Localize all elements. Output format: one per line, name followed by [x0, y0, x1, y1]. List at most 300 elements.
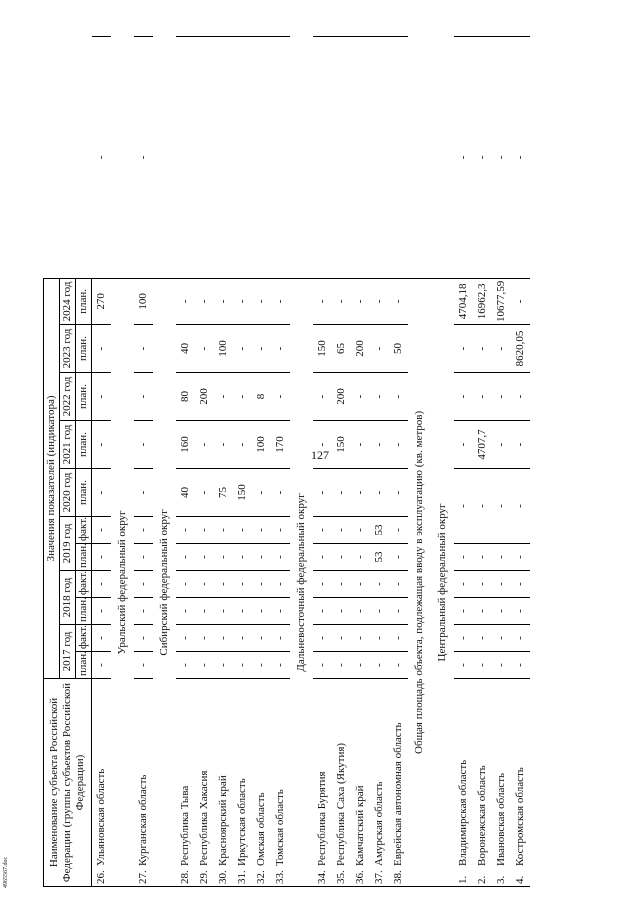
header-year-2024: 2024 год [60, 278, 76, 324]
value-cell: - [492, 37, 511, 279]
section-row [290, 37, 313, 887]
value-cell: - [313, 421, 332, 469]
value-cell: - [389, 469, 408, 517]
value-cell: 200 [351, 325, 370, 373]
value-cell: - [195, 598, 214, 625]
region-cell [176, 679, 195, 887]
value-cell: - [370, 373, 389, 421]
row-number: 2. [476, 875, 488, 884]
value-cell: - [389, 544, 408, 571]
region-name: Омская область [255, 792, 267, 866]
value-cell: - [134, 517, 153, 544]
table-row [176, 37, 195, 887]
region-cell [313, 679, 332, 887]
value-cell [271, 37, 290, 279]
value-cell: 10677,59 [492, 278, 511, 324]
value-cell: - [233, 598, 252, 625]
value-cell: - [492, 625, 511, 652]
table-body-a [92, 37, 409, 887]
header-year-2018: 2018 год [60, 571, 76, 625]
value-cell: - [134, 625, 153, 652]
value-cell: - [332, 598, 351, 625]
value-cell: - [195, 652, 214, 679]
value-cell: - [233, 544, 252, 571]
region-name: Ивановская область [495, 772, 507, 866]
header-plan: план. [76, 325, 92, 373]
header-plan: план. [76, 421, 92, 469]
value-cell: - [134, 421, 153, 469]
table-row [134, 37, 153, 887]
region-cell [195, 679, 214, 887]
table-row [473, 37, 492, 887]
value-cell: - [492, 325, 511, 373]
region-name: Воронежская область [476, 765, 488, 866]
value-cell: - [370, 571, 389, 598]
table-row [195, 37, 214, 887]
value-cell: - [176, 517, 195, 544]
value-cell: - [332, 625, 351, 652]
region-name: Иркутская область [236, 778, 248, 866]
value-cell [176, 37, 195, 279]
value-cell: 53 [370, 544, 389, 571]
value-cell: - [389, 421, 408, 469]
value-cell: - [389, 625, 408, 652]
value-cell: - [454, 625, 473, 652]
value-cell: - [134, 325, 153, 373]
value-cell: 150 [313, 325, 332, 373]
value-cell: 170 [271, 421, 290, 469]
section-title: Сибирский федеральный округ [153, 278, 176, 886]
value-cell: - [195, 625, 214, 652]
value-cell: - [92, 544, 112, 571]
value-cell: - [233, 421, 252, 469]
value-cell: - [271, 469, 290, 517]
value-cell: - [454, 373, 473, 421]
value-cell [351, 37, 370, 279]
region-name: Камчатский край [354, 785, 366, 866]
value-cell: - [389, 571, 408, 598]
value-cell: 160 [176, 421, 195, 469]
section-title: Дальневосточный федеральный округ [290, 278, 313, 886]
value-cell: 53 [370, 517, 389, 544]
header-fact: факт. [76, 625, 92, 652]
value-cell: - [214, 517, 233, 544]
value-cell: 75 [214, 469, 233, 517]
region-name: Республика Хакасия [198, 770, 210, 866]
row-number: 36. [354, 870, 366, 884]
value-cell: - [134, 469, 153, 517]
value-cell: - [271, 571, 290, 598]
region-cell [92, 679, 112, 887]
value-cell: - [454, 571, 473, 598]
value-cell: - [492, 598, 511, 625]
value-cell: - [511, 652, 530, 679]
value-cell: - [473, 571, 492, 598]
value-cell: - [134, 598, 153, 625]
value-cell: - [233, 652, 252, 679]
value-cell: - [351, 544, 370, 571]
value-cell [195, 37, 214, 279]
value-cell: 80 [176, 373, 195, 421]
value-cell: - [214, 571, 233, 598]
value-cell: - [332, 571, 351, 598]
row-number: 38. [392, 870, 404, 884]
value-cell: 40 [176, 469, 195, 517]
value-cell: - [454, 421, 473, 469]
value-cell: - [370, 598, 389, 625]
value-cell: - [511, 469, 530, 544]
value-cell: - [252, 278, 271, 324]
value-cell: - [351, 571, 370, 598]
table-row [332, 37, 351, 887]
rotated-table-container [43, 36, 603, 887]
value-cell: - [92, 517, 112, 544]
table-row [92, 37, 112, 887]
value-cell: - [370, 325, 389, 373]
row-number: 28. [179, 870, 191, 884]
region-cell [233, 679, 252, 887]
value-cell: - [214, 652, 233, 679]
value-cell: - [473, 373, 492, 421]
value-cell: - [313, 517, 332, 544]
value-cell: - [492, 544, 511, 571]
section-central: Центральный федеральный округ [431, 278, 454, 886]
region-name: Республика Саха (Якутия) [335, 742, 347, 866]
value-cell: - [389, 598, 408, 625]
region-cell [511, 679, 530, 887]
region-name: Костромская область [514, 767, 526, 866]
row-number: 34. [316, 870, 328, 884]
page-number: 127 [311, 448, 329, 462]
header-year-2020: 2020 год [60, 469, 76, 517]
value-cell: - [332, 652, 351, 679]
region-name: Еврейская автономная область [392, 722, 404, 866]
value-cell: - [233, 517, 252, 544]
value-cell: - [271, 373, 290, 421]
row-number: 33. [274, 870, 286, 884]
value-cell: - [370, 469, 389, 517]
row-number: 30. [217, 870, 229, 884]
value-cell: - [313, 625, 332, 652]
header-year-2017: 2017 год [60, 625, 76, 679]
region-cell [454, 679, 473, 887]
value-cell: - [271, 544, 290, 571]
value-cell: 100 [214, 325, 233, 373]
value-cell: - [511, 625, 530, 652]
region-cell [214, 679, 233, 887]
header-fact: факт. [76, 517, 92, 544]
table-row [214, 37, 233, 887]
value-cell: 50 [389, 325, 408, 373]
value-cell: - [92, 571, 112, 598]
value-cell: - [134, 652, 153, 679]
indicators-table [43, 36, 530, 887]
section-row [111, 37, 134, 887]
value-cell: - [195, 278, 214, 324]
value-cell: - [176, 652, 195, 679]
value-cell: 4707,7 [473, 421, 492, 469]
value-cell: - [195, 544, 214, 571]
value-cell [252, 37, 271, 279]
value-cell: - [454, 37, 473, 279]
table-body-indicator [408, 37, 454, 887]
header-values: Значения показателей (индикатора) [44, 278, 60, 678]
section-row [153, 37, 176, 887]
indicator-title: Общая площадь объекта, подлежащая вводу в эксплуатацию (кв. метров) [408, 278, 431, 886]
row-number: 31. [236, 870, 248, 884]
value-cell: - [492, 421, 511, 469]
value-cell: - [271, 652, 290, 679]
value-cell: - [351, 652, 370, 679]
table-row [313, 37, 332, 887]
value-cell: - [271, 278, 290, 324]
value-cell: - [492, 571, 511, 598]
value-cell: - [252, 325, 271, 373]
value-cell: - [351, 469, 370, 517]
value-cell: - [473, 625, 492, 652]
value-cell: 8620,05 [511, 325, 530, 373]
value-cell: - [233, 278, 252, 324]
row-number: 4. [514, 875, 526, 884]
value-cell: - [332, 469, 351, 517]
value-cell: - [389, 517, 408, 544]
row-number: 32. [255, 870, 267, 884]
value-cell: - [92, 373, 112, 421]
value-cell: - [214, 625, 233, 652]
region-cell [370, 679, 389, 887]
value-cell: - [195, 421, 214, 469]
header-plan: план. [76, 373, 92, 421]
value-cell: - [134, 37, 153, 279]
table-row [252, 37, 271, 887]
value-cell: - [176, 278, 195, 324]
value-cell: - [195, 517, 214, 544]
value-cell: - [195, 325, 214, 373]
value-cell: - [370, 278, 389, 324]
value-cell: - [176, 625, 195, 652]
value-cell: - [92, 652, 112, 679]
value-cell: - [511, 278, 530, 324]
value-cell: - [195, 469, 214, 517]
value-cell: - [351, 517, 370, 544]
value-cell: 4704,18 [454, 278, 473, 324]
header-year-2021: 2021 год [60, 421, 76, 469]
value-cell: - [313, 373, 332, 421]
value-cell: - [252, 625, 271, 652]
value-cell: - [214, 544, 233, 571]
value-cell: - [511, 37, 530, 279]
value-cell: - [313, 278, 332, 324]
value-cell [233, 37, 252, 279]
table-body-b [454, 37, 530, 887]
region-cell [492, 679, 511, 887]
region-cell [252, 679, 271, 887]
value-cell: - [252, 571, 271, 598]
table-row [454, 37, 473, 887]
value-cell: - [332, 544, 351, 571]
header-plan: план. [76, 278, 92, 324]
value-cell: - [92, 325, 112, 373]
table-row [233, 37, 252, 887]
value-cell: - [313, 469, 332, 517]
region-cell [473, 679, 492, 887]
value-cell: - [332, 517, 351, 544]
value-cell: - [176, 598, 195, 625]
value-cell: - [511, 598, 530, 625]
region-cell [134, 679, 153, 887]
row-number: 29. [198, 870, 210, 884]
value-cell: - [214, 278, 233, 324]
value-cell: - [511, 571, 530, 598]
row-number: 37. [373, 870, 385, 884]
value-cell: - [454, 469, 473, 544]
value-cell: - [252, 544, 271, 571]
value-cell: - [492, 373, 511, 421]
value-cell: - [370, 625, 389, 652]
region-name: Амурская область [373, 781, 385, 866]
value-cell: 16962,3 [473, 278, 492, 324]
table-row [370, 37, 389, 887]
value-cell: - [92, 421, 112, 469]
value-cell: - [92, 598, 112, 625]
value-cell: - [511, 373, 530, 421]
document-id: 4965567.doc [3, 856, 9, 888]
value-cell [313, 37, 332, 279]
value-cell: - [214, 373, 233, 421]
value-cell: - [313, 598, 332, 625]
value-cell: - [134, 571, 153, 598]
value-cell: 200 [332, 373, 351, 421]
region-name: Республика Бурятия [316, 771, 328, 866]
value-cell: - [351, 373, 370, 421]
value-cell: - [511, 544, 530, 571]
value-cell: - [332, 278, 351, 324]
value-cell: - [473, 652, 492, 679]
header-name: Наименование субъекта Российской Федерации (группы субъектов Российской Федерации) [44, 679, 92, 887]
header-year-2022: 2022 год [60, 373, 76, 421]
value-cell: - [214, 421, 233, 469]
value-cell: - [454, 544, 473, 571]
value-cell: - [473, 544, 492, 571]
value-cell: - [351, 278, 370, 324]
value-cell: - [233, 373, 252, 421]
value-cell [389, 37, 408, 279]
value-cell: - [370, 421, 389, 469]
header-plan: план. [76, 598, 92, 625]
row-number: 3. [495, 875, 507, 884]
table-row [492, 37, 511, 887]
value-cell: - [134, 544, 153, 571]
value-cell: - [313, 652, 332, 679]
table-row [511, 37, 530, 887]
header-year-2023: 2023 год [60, 325, 76, 373]
region-cell [271, 679, 290, 887]
value-cell: 100 [134, 278, 153, 324]
value-cell: - [473, 37, 492, 279]
header-plan: план. [76, 469, 92, 517]
value-cell: 40 [176, 325, 195, 373]
table-row [271, 37, 290, 887]
value-cell: 100 [252, 421, 271, 469]
value-cell: 270 [92, 278, 112, 324]
value-cell: - [454, 652, 473, 679]
table-row [389, 37, 408, 887]
value-cell: - [351, 598, 370, 625]
region-name: Республика Тыва [179, 785, 191, 866]
value-cell: 200 [195, 373, 214, 421]
value-cell: - [92, 469, 112, 517]
row-number: 26. [95, 870, 107, 884]
value-cell: - [92, 37, 112, 279]
value-cell: 150 [233, 469, 252, 517]
value-cell: - [195, 571, 214, 598]
region-name: Томская область [274, 789, 286, 866]
value-cell [332, 37, 351, 279]
value-cell: - [134, 373, 153, 421]
value-cell: - [233, 571, 252, 598]
header-plan: план. [76, 652, 92, 679]
value-cell: - [271, 598, 290, 625]
region-name: Красноярский край [217, 775, 229, 866]
value-cell: - [473, 469, 492, 544]
region-cell [351, 679, 370, 887]
region-name: Ульяновская область [95, 768, 107, 866]
row-number: 35. [335, 870, 347, 884]
value-cell: - [454, 598, 473, 625]
value-cell: - [492, 652, 511, 679]
value-cell: - [252, 517, 271, 544]
value-cell: - [252, 469, 271, 517]
value-cell: - [233, 625, 252, 652]
section-title: Уральский федеральный округ [111, 278, 134, 886]
value-cell: - [389, 652, 408, 679]
header-year-2019: 2019 год [60, 517, 76, 571]
value-cell: - [351, 625, 370, 652]
value-cell: - [473, 598, 492, 625]
table-row [351, 37, 370, 887]
value-cell: - [389, 278, 408, 324]
value-cell [370, 37, 389, 279]
region-name: Владимирская область [457, 759, 469, 866]
row-number: 1. [457, 875, 469, 884]
header-fact: факт. [76, 571, 92, 598]
row-number: 27. [137, 870, 149, 884]
value-cell: - [370, 652, 389, 679]
header-plan: план. [76, 544, 92, 571]
value-cell: - [313, 571, 332, 598]
value-cell: 150 [332, 421, 351, 469]
value-cell: - [176, 571, 195, 598]
value-cell: - [351, 421, 370, 469]
value-cell: - [214, 598, 233, 625]
region-cell [389, 679, 408, 887]
region-name: Курганская область [137, 774, 149, 866]
value-cell: - [473, 325, 492, 373]
value-cell: - [492, 469, 511, 544]
value-cell: - [271, 625, 290, 652]
value-cell: 8 [252, 373, 271, 421]
value-cell: - [252, 652, 271, 679]
value-cell: - [92, 625, 112, 652]
value-cell: - [511, 421, 530, 469]
value-cell: - [389, 373, 408, 421]
value-cell: - [252, 598, 271, 625]
value-cell: - [454, 325, 473, 373]
value-cell: - [271, 517, 290, 544]
value-cell: - [271, 325, 290, 373]
value-cell [214, 37, 233, 279]
value-cell: 65 [332, 325, 351, 373]
